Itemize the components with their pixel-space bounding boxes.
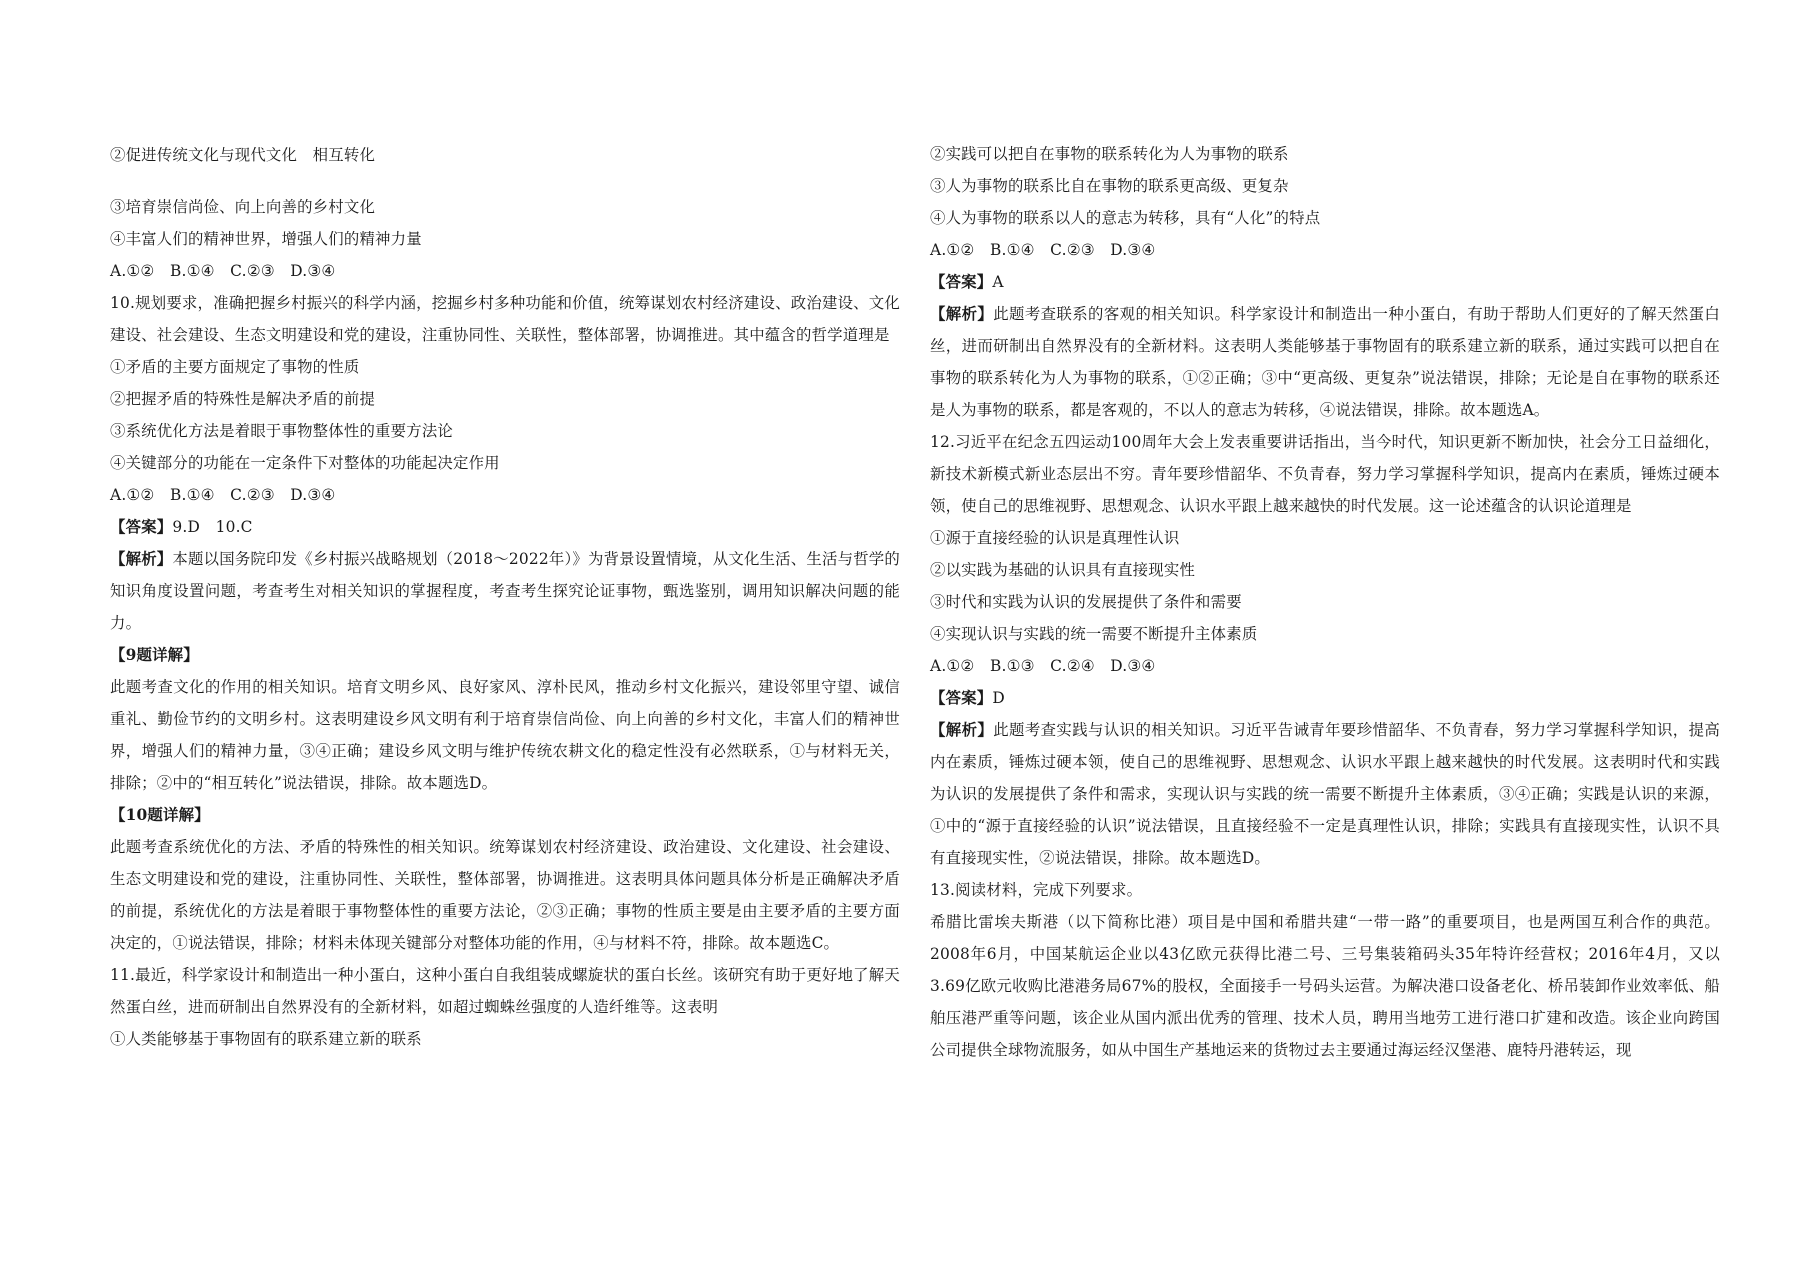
- q10-detail-text: 此题考查系统优化的方法、矛盾的特殊性的相关知识。统筹谋划农村经济建设、政治建设、文化建设、社会建设、生态文明建设和党的建设，注重协同性、关联性，整体部署，协调推进。这表明具体问题具体分析是正确解决矛盾的前提，系统优化的方法是着眼于事物整体性的重要方法论，②③正确；事物的性质主要是由主要矛盾的主要方面决定的，①说法错误，排除；材料未体现关键部分对整体功能的作用，④与材料不符，排除。故本题选C。: [110, 838, 900, 952]
- q12-option-1: ①源于直接经验的认识是真理性认识: [930, 529, 1180, 547]
- q9-choices: A.①② B.①④ C.②③ D.③④: [110, 262, 336, 280]
- q10-stem: 10.规划要求，准确把握乡村振兴的科学内涵，挖掘乡村多种功能和价值，统筹谋划农村经济建设、政治建设、文化建设、社会建设、生态文明建设和党的建设，注重协同性、关联性，整体部署，协调推进。其中蕴含的哲学道理是: [110, 294, 900, 344]
- q9-option-3: ③培育崇信尚俭、向上向善的乡村文化: [110, 198, 376, 216]
- q11-analysis-label: 【解析】: [930, 305, 994, 323]
- right-column: [930, 138, 1720, 1066]
- q11-answer-label: 【答案】: [930, 273, 993, 291]
- q12-answer-label: 【答案】: [930, 689, 993, 707]
- q13-stem: 13.阅读材料，完成下列要求。: [930, 881, 1143, 899]
- q9-detail-text: 此题考查文化的作用的相关知识。培育文明乡风、良好家风、淳朴民风，推动乡村文化振兴，建设邻里守望、诚信重礼、勤俭节约的文明乡村。这表明建设乡风文明有利于培育崇信尚俭、向上向善的乡村文化，丰富人们的精神世界，增强人们的精神力量，③④正确；建设乡风文明与维护传统农耕文化的稳定性没有必然联系，①与材料无关，排除；②中的“相互转化”说法错误，排除。故本题选D。: [110, 678, 900, 792]
- q12-option-2: ②以实践为基础的认识具有直接现实性: [930, 561, 1196, 579]
- q13-material: 希腊比雷埃夫斯港（以下简称比港）项目是中国和希腊共建“一带一路”的重要项目，也是两国互利合作的典范。2008年6月，中国某航运企业以43亿欧元获得比港二号、三号集装箱码头35年特许经营权；2016年4月，又以3.69亿欧元收购比港港务局67%的股权，全面接手一号码头运营。为解决港口设备老化、桥吊装卸作业效率低、船舶压港严重等问题，该企业从国内派出优秀的管理、技术人员，聘用当地劳工进行港口扩建和改造。该企业向跨国公司提供全球物流服务，如从中国生产基地运来的货物过去主要通过海运经汉堡港、鹿特丹港转运，现: [930, 913, 1720, 1059]
- q9-detail-heading: 【9题详解】: [110, 646, 199, 664]
- q10-detail-heading: 【10题详解】: [110, 806, 210, 824]
- q11-option-2: ②实践可以把自在事物的联系转化为人为事物的联系: [930, 145, 1289, 163]
- q9-option-2: ②促进传统文化与现代文化 相互转化: [110, 146, 376, 164]
- q11-option-4: ④人为事物的联系以人的意志为转移，具有“人化”的特点: [930, 209, 1321, 227]
- q12-stem: 12.习近平在纪念五四运动100周年大会上发表重要讲话指出，当今时代，知识更新不断加快，社会分工日益细化，新技术新模式新业态层出不穷。青年要珍惜韶华、不负青春，努力学习掌握科学知识，提高内在素质，锤炼过硬本领，使自己的思维视野、思想观念、认识水平跟上越来越快的时代发展。这一论述蕴含的认识论道理是: [930, 433, 1720, 515]
- analysis-paragraph: [110, 543, 900, 639]
- q9-option-4: ④丰富人们的精神世界，增强人们的精神力量: [110, 230, 422, 248]
- q12-analysis-label: 【解析】: [930, 721, 994, 739]
- q10-choices: A.①② B.①④ C.②③ D.③④: [110, 486, 336, 504]
- q10-option-1: ①矛盾的主要方面规定了事物的性质: [110, 358, 360, 376]
- q11-option-1: ①人类能够基于事物固有的联系建立新的联系: [110, 1030, 422, 1048]
- q11-analysis-text: 此题考查联系的客观的相关知识。科学家设计和制造出一种小蛋白，有助于帮助人们更好的了解天然蛋白丝，进而研制出自然界没有的全新材料。这表明人类能够基于事物固有的联系建立新的联系，通过实践可以把自在事物的联系转化为人为事物的联系，①②正确；③中“更高级、更复杂”说法错误，排除；无论是自在事物的联系还是人为事物的联系，都是客观的，不以人的意志为转移，④说法错误，排除。故本题选A。: [930, 305, 1720, 419]
- left-column: [110, 139, 900, 1055]
- q12-answer-line: [930, 682, 1720, 714]
- q12-answer-text: D: [992, 689, 1005, 707]
- q10-option-3: ③系统优化方法是着眼于事物整体性的重要方法论: [110, 422, 453, 440]
- answer-text: 9.D 10.C: [172, 518, 253, 536]
- q11-option-3: ③人为事物的联系比自在事物的联系更高级、更复杂: [930, 177, 1289, 195]
- q10-option-4: ④关键部分的功能在一定条件下对整体的功能起决定作用: [110, 454, 500, 472]
- q10-option-2: ②把握矛盾的特殊性是解决矛盾的前提: [110, 390, 376, 408]
- q11-answer-text: A: [992, 273, 1004, 291]
- q12-choices: A.①② B.①③ C.②④ D.③④: [930, 657, 1156, 675]
- q11-answer-line: [930, 266, 1720, 298]
- answer-label: 【答案】: [110, 518, 173, 536]
- q11-analysis-paragraph: [930, 298, 1720, 426]
- q12-option-3: ③时代和实践为认识的发展提供了条件和需要: [930, 593, 1242, 611]
- q11-choices: A.①② B.①④ C.②③ D.③④: [930, 241, 1156, 259]
- analysis-label: 【解析】: [110, 550, 173, 568]
- q11-stem: 11.最近，科学家设计和制造出一种小蛋白，这种小蛋白自我组装成螺旋状的蛋白长丝。该研究有助于更好地了解天然蛋白丝，进而研制出自然界没有的全新材料，如超过蜘蛛丝强度的人造纤维等。这表明: [110, 966, 900, 1016]
- q12-option-4: ④实现认识与实践的统一需要不断提升主体素质: [930, 625, 1258, 643]
- analysis-text: 本题以国务院印发《乡村振兴战略规划（2018～2022年）》为背景设置情境，从文化生活、生活与哲学的知识角度设置问题，考查考生对相关知识的掌握程度，考查考生探究论证事物，甄选鉴别，调用知识解决问题的能力。: [110, 550, 900, 632]
- q12-analysis-text: 此题考查实践与认识的相关知识。习近平告诫青年要珍惜韶华、不负青春，努力学习掌握科学知识，提高内在素质，锤炼过硬本领，使自己的思维视野、思想观念、认识水平跟上越来越快的时代发展。这表明时代和实践为认识的发展提供了条件和需求，实现认识与实践的统一需要不断提升主体素质，③④正确；实践是认识的来源，①中的“源于直接经验的认识”说法错误，且直接经验不一定是真理性认识，排除；实践具有直接现实性，认识不具有直接现实性，②说法错误，排除。故本题选D。: [930, 721, 1720, 867]
- answer-line: [110, 511, 900, 543]
- q12-analysis-paragraph: [930, 714, 1720, 874]
